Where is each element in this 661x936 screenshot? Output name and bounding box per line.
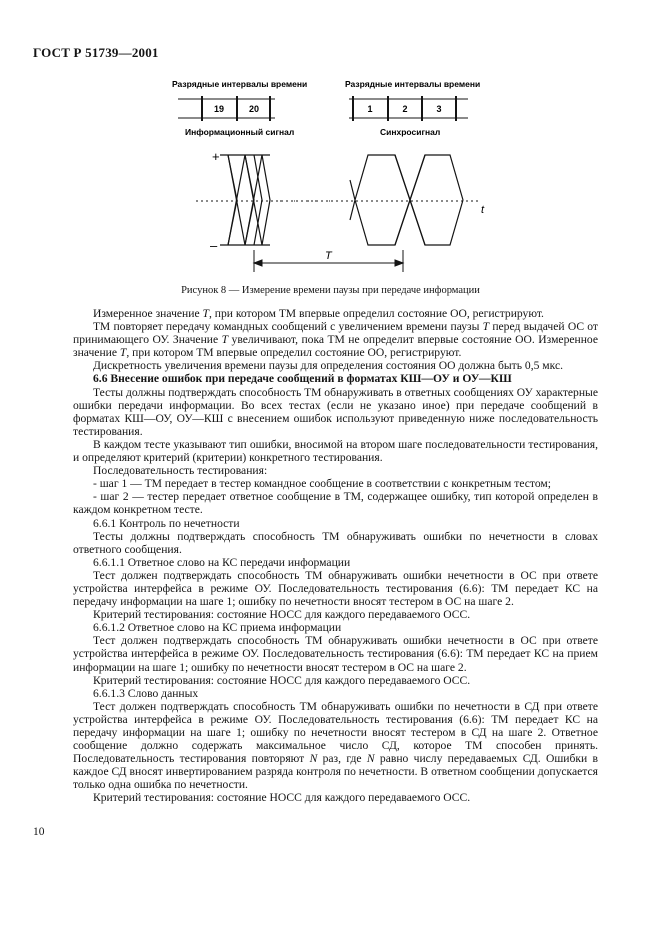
interval-cell-1: 1: [367, 104, 373, 114]
timing-diagram: [0, 0, 661, 300]
T-label: T: [325, 250, 332, 262]
paragraph: Критерий тестирования: состояние НОСС для каждого передаваемого ОСС.: [93, 791, 471, 805]
figure-8: [0, 0, 661, 300]
paragraph: Тест должен подтверждать способность ТМ обнаруживать ошибки нечетности в ОС при ответе устройства интерфейса в режиме ОУ. Последовательность тестирования (6.6): ТМ передает КС на передачу информации на шаге 1; ошибку по нечетности вносят тестером в ОС на шаге 2.: [73, 568, 598, 609]
list-item: - шаг 2 — тестер передает ответное сообщение в ТМ, содержащее ошибку, тип которой определен в каждом конкретном тесте.: [73, 490, 598, 517]
paragraph: Критерий тестирования: состояние НОСС для каждого передаваемого ОСС.: [93, 673, 471, 687]
left-interval-cells: [178, 96, 275, 121]
info-signal-waveform: [220, 155, 270, 245]
paragraph: ТМ повторяет передачу командных сообщений с увеличением времени паузы T перед выдачей ОС от принимающего ОУ. Значение T увеличивают, пока ТМ не определит впервые состояние ОО. Измеренное значение T, при котором ТМ впервые определил состояние ОО, регистрируют.: [73, 320, 599, 360]
sync-signal-waveform: [350, 155, 463, 245]
right-interval-label: Разрядные интервалы времени: [345, 79, 481, 89]
paragraph: Дискретность увеличения времени паузы для определения состояния ОО должна быть 0,5 мкс.: [93, 359, 564, 373]
paragraph: В каждом тесте указывают тип ошибки, вносимой на втором шаге последовательности тестирования, и определяют критерий (критерии) конкретного тестирования.: [73, 437, 598, 465]
interval-cell-2: 2: [402, 104, 408, 114]
interval-cell-20: 20: [248, 104, 260, 114]
left-interval-label: Разрядные интервалы времени: [172, 79, 308, 89]
sync-signal-label: Синхросигнал: [380, 127, 441, 137]
figure-caption: Рисунок 8 — Измерение времени паузы при передаче информации: [181, 285, 480, 296]
paragraph: Тесты должны подтверждать способность ТМ обнаруживать ошибки по нечетности в словах ответного сообщения.: [73, 529, 598, 556]
info-signal-label: Информационный сигнал: [185, 127, 295, 137]
paragraph: Измеренное значение T, при котором ТМ впервые определил состояние ОО, регистрируют.: [93, 307, 544, 320]
section-heading-6-6-1-2: 6.6.1.2 Ответное слово на КС приема информации: [93, 621, 342, 635]
paragraph: Тесты должны подтверждать способность ТМ обнаруживать в ответных сообщениях ОУ характерные ошибки передачи информации. Во всех тестах (если не указано иное) при передаче сообщений в форматах КШ—ОУ, ОУ—КШ с внесением ошибок используют приведенную ниже последовательность тестирования.: [73, 385, 598, 438]
section-heading-6-6-1-3: 6.6.1.3 Слово данных: [93, 686, 199, 700]
document-body: [73, 307, 598, 805]
section-heading-6-6-1-1: 6.6.1.1 Ответное слово на КС передачи информации: [93, 555, 351, 569]
minus-sign: –: [210, 238, 218, 253]
section-heading-6-6: 6.6 Внесение ошибок при передаче сообщений в форматах КШ—ОУ и ОУ—КШ: [93, 372, 512, 386]
plus-sign: +: [212, 149, 220, 164]
interval-cell-19: 19: [213, 104, 225, 114]
paragraph: Последовательность тестирования:: [93, 464, 268, 478]
paragraph: Тест должен подтверждать способность ТМ обнаруживать ошибки по нечетности в СД при ответе устройства интерфейса в режиме ОУ. Последовательность тестирования (6.6): ТМ передает КС на передачу информации на шаге 1; ошибку по нечетности вносят тестером в СД на шаге 2. Ответное сообщение должно содержать максимальное число СД, которое ТМ способен принять. Последовательность тестирования повторяют N раз, где N равно числу передаваемых СД. Ошибки в каждое СД вносят инвертированием разряда контроля по нечетности. В ответном сообщении допускается только одна ошибка по нечетности.: [73, 699, 598, 792]
paragraph: Тест должен подтверждать способность ТМ обнаруживать ошибки нечетности в ОС при ответе устройства интерфейса в режиме ОУ. Последовательность тестирования (6.6): ТМ передает КС на прием информации на шаге 1; ошибку по нечетности вносят тестером в ОС на шаге 2.: [73, 634, 598, 674]
page-number: 10: [33, 826, 45, 838]
list-item: - шаг 1 — ТМ передает в тестер командное сообщение в соответствии с конкретным тестом;: [93, 477, 551, 491]
paragraph: Критерий тестирования: состояние НОСС для каждого передаваемого ОСС.: [93, 608, 471, 622]
interval-cell-3: 3: [436, 104, 442, 114]
section-heading-6-6-1: 6.6.1 Контроль по нечетности: [93, 516, 240, 530]
t-axis-label: t: [481, 204, 485, 216]
document-header: ГОСТ Р 51739—2001: [33, 45, 159, 60]
